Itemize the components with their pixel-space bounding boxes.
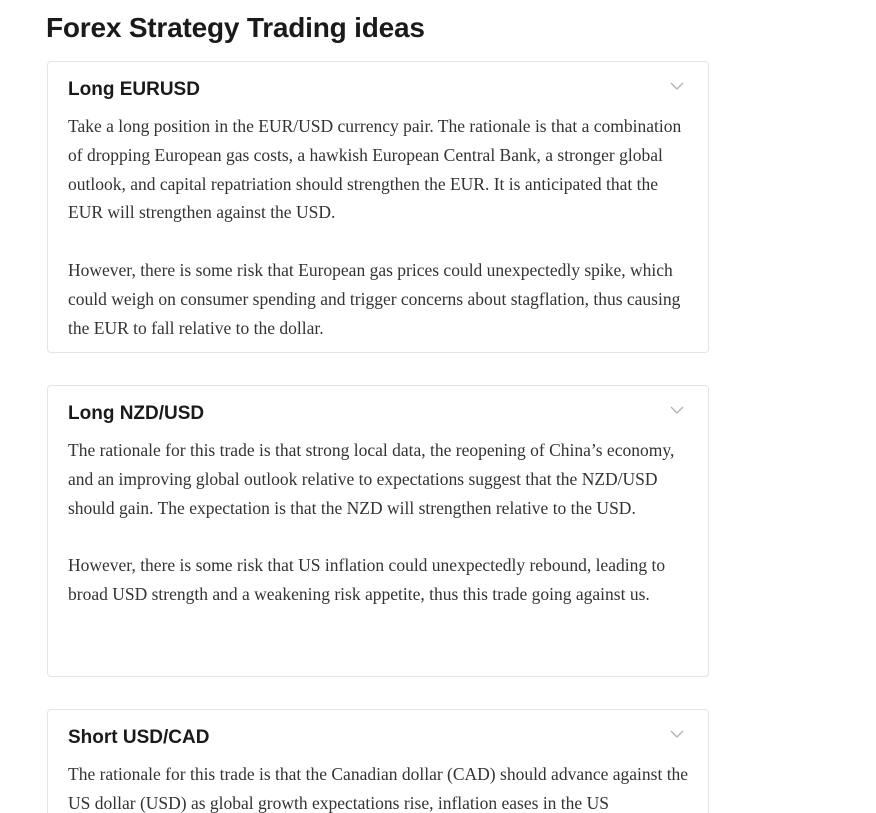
paragraph: The rationale for this trade is that the Canadian dollar (CAD) should advance against the US dollar (USD) as global growth expectations rise, inflation eases in the US bbox=[68, 764, 689, 813]
page-title: Forex Strategy Trading ideas bbox=[46, 12, 425, 43]
accordion-title: Long NZD/USD bbox=[68, 403, 205, 424]
accordion-title: Short USD/CAD bbox=[68, 727, 210, 748]
paragraph: Take a long position in the EUR/USD currency pair. The rationale is that a combination of dropping European gas costs, a hawkish European Central Bank, a stronger global outlook, and capital repatriation should strengthen the EUR. It is anticipated that the EUR will strengthen against the USD. bbox=[68, 116, 682, 223]
accordion-content bbox=[68, 760, 692, 813]
accordion-item-long-eurusd bbox=[47, 61, 709, 353]
chevron-down-icon[interactable] bbox=[670, 405, 684, 415]
chevron-down-icon[interactable] bbox=[670, 729, 684, 739]
accordion-item-long-nzdusd bbox=[47, 385, 709, 677]
chevron-down-icon[interactable] bbox=[670, 81, 684, 91]
paragraph: The rationale for this trade is that strong local data, the reopening of China’s economy, and an improving global outlook relative to expectations suggest that the NZD/USD should gain. The expectation is that the NZD will strengthen relative to the USD. bbox=[68, 440, 675, 518]
accordion-title: Long EURUSD bbox=[68, 79, 200, 100]
accordion-content bbox=[68, 436, 692, 609]
accordion-item-short-usdcad bbox=[47, 709, 709, 813]
accordion-header[interactable] bbox=[68, 77, 688, 103]
accordion-content bbox=[68, 112, 692, 342]
accordion-header[interactable] bbox=[68, 401, 688, 427]
paragraph: However, there is some risk that US inflation could unexpectedly rebound, leading to broad USD strength and a weakening risk appetite, thus this trade going against us. bbox=[68, 555, 666, 604]
accordion-header[interactable] bbox=[68, 725, 688, 751]
paragraph: However, there is some risk that European gas prices could unexpectedly spike, which could weigh on consumer spending and trigger concerns about stagflation, thus causing the EUR to fall relative to the dollar. bbox=[68, 259, 681, 338]
